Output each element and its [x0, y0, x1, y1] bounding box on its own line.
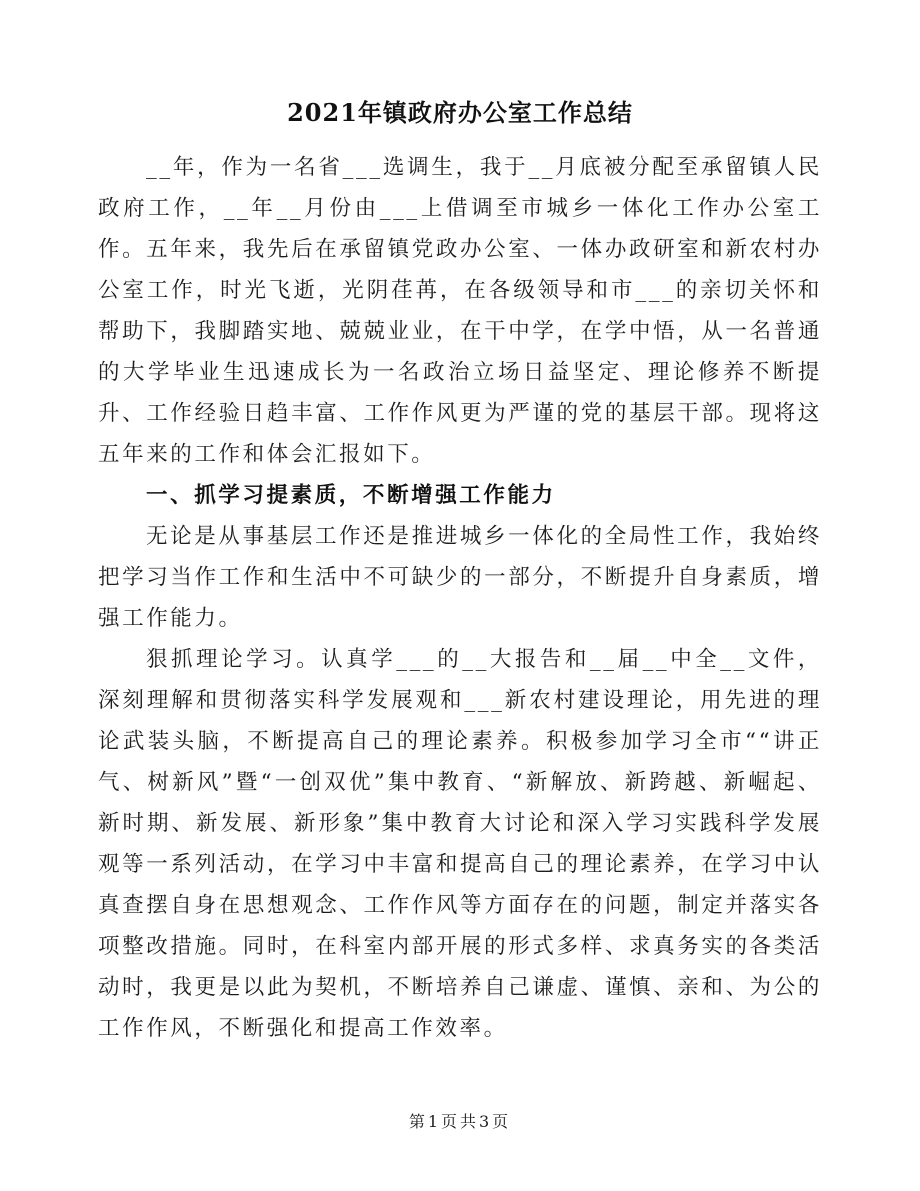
document-body [98, 0, 822, 1049]
page-footer [0, 1112, 920, 1132]
section1-paragraph-2: 狠抓理论学习。认真学___的__大报告和__届__中全__文件，深刻理解和贯彻落实科学发展观和___新农村建设理论，用先进的理论武装头脑，不断提高自己的理论素养。积极参加学习全市““讲正气、树新风”暨“一创双优”集中教育、“新解放、新跨越、新崛起、新时期、新发展、新形象”集中教育大讨论和深入学习实践科学发展观等一系列活动，在学习中丰富和提高自己的理论素养，在学习中认真查摆自身在思想观念、工作作风等方面存在的问题，制定并落实各项整改措施。同时，在科室内部开展的形式多样、求真务实的各类活动时，我更是以此为契机，不断培养自己谦虚、谨慎、亲和、为公的工作作风，不断强化和提高工作效率。 [98, 647, 822, 1041]
intro-paragraph: __年，作为一名省___选调生，我于__月底被分配至承留镇人民政府工作，__年__月份由___上借调至市城乡一体化工作办公室工作。五年来，我先后在承留镇党政办公室、一体办政研室和新农村办公室工作，时光飞逝，光阴荏苒，在各级领导和市___的亲切关怀和帮助下，我脚踏实地、兢兢业业，在干中学，在学中悟，从一名普通的大学毕业生迅速成长为一名政治立场日益坚定、理论修养不断提升、工作经验日趋丰富、工作作风更为严谨的党的基层干部。现将这五年来的工作和体会汇报如下。 [98, 155, 822, 467]
section1-heading: 一、抓学习提素质，不断增强工作能力 [146, 483, 556, 508]
section1-paragraph-1: 无论是从事基层工作还是推进城乡一体化的全局性工作，我始终把学习当作工作和生活中不可缺少的一部分，不断提升自身素质，增强工作能力。 [98, 524, 822, 631]
page-number-indicator: 第1页共3页 [408, 1112, 512, 1131]
document-title: 2021年镇政府办公室工作总结 [287, 98, 633, 127]
